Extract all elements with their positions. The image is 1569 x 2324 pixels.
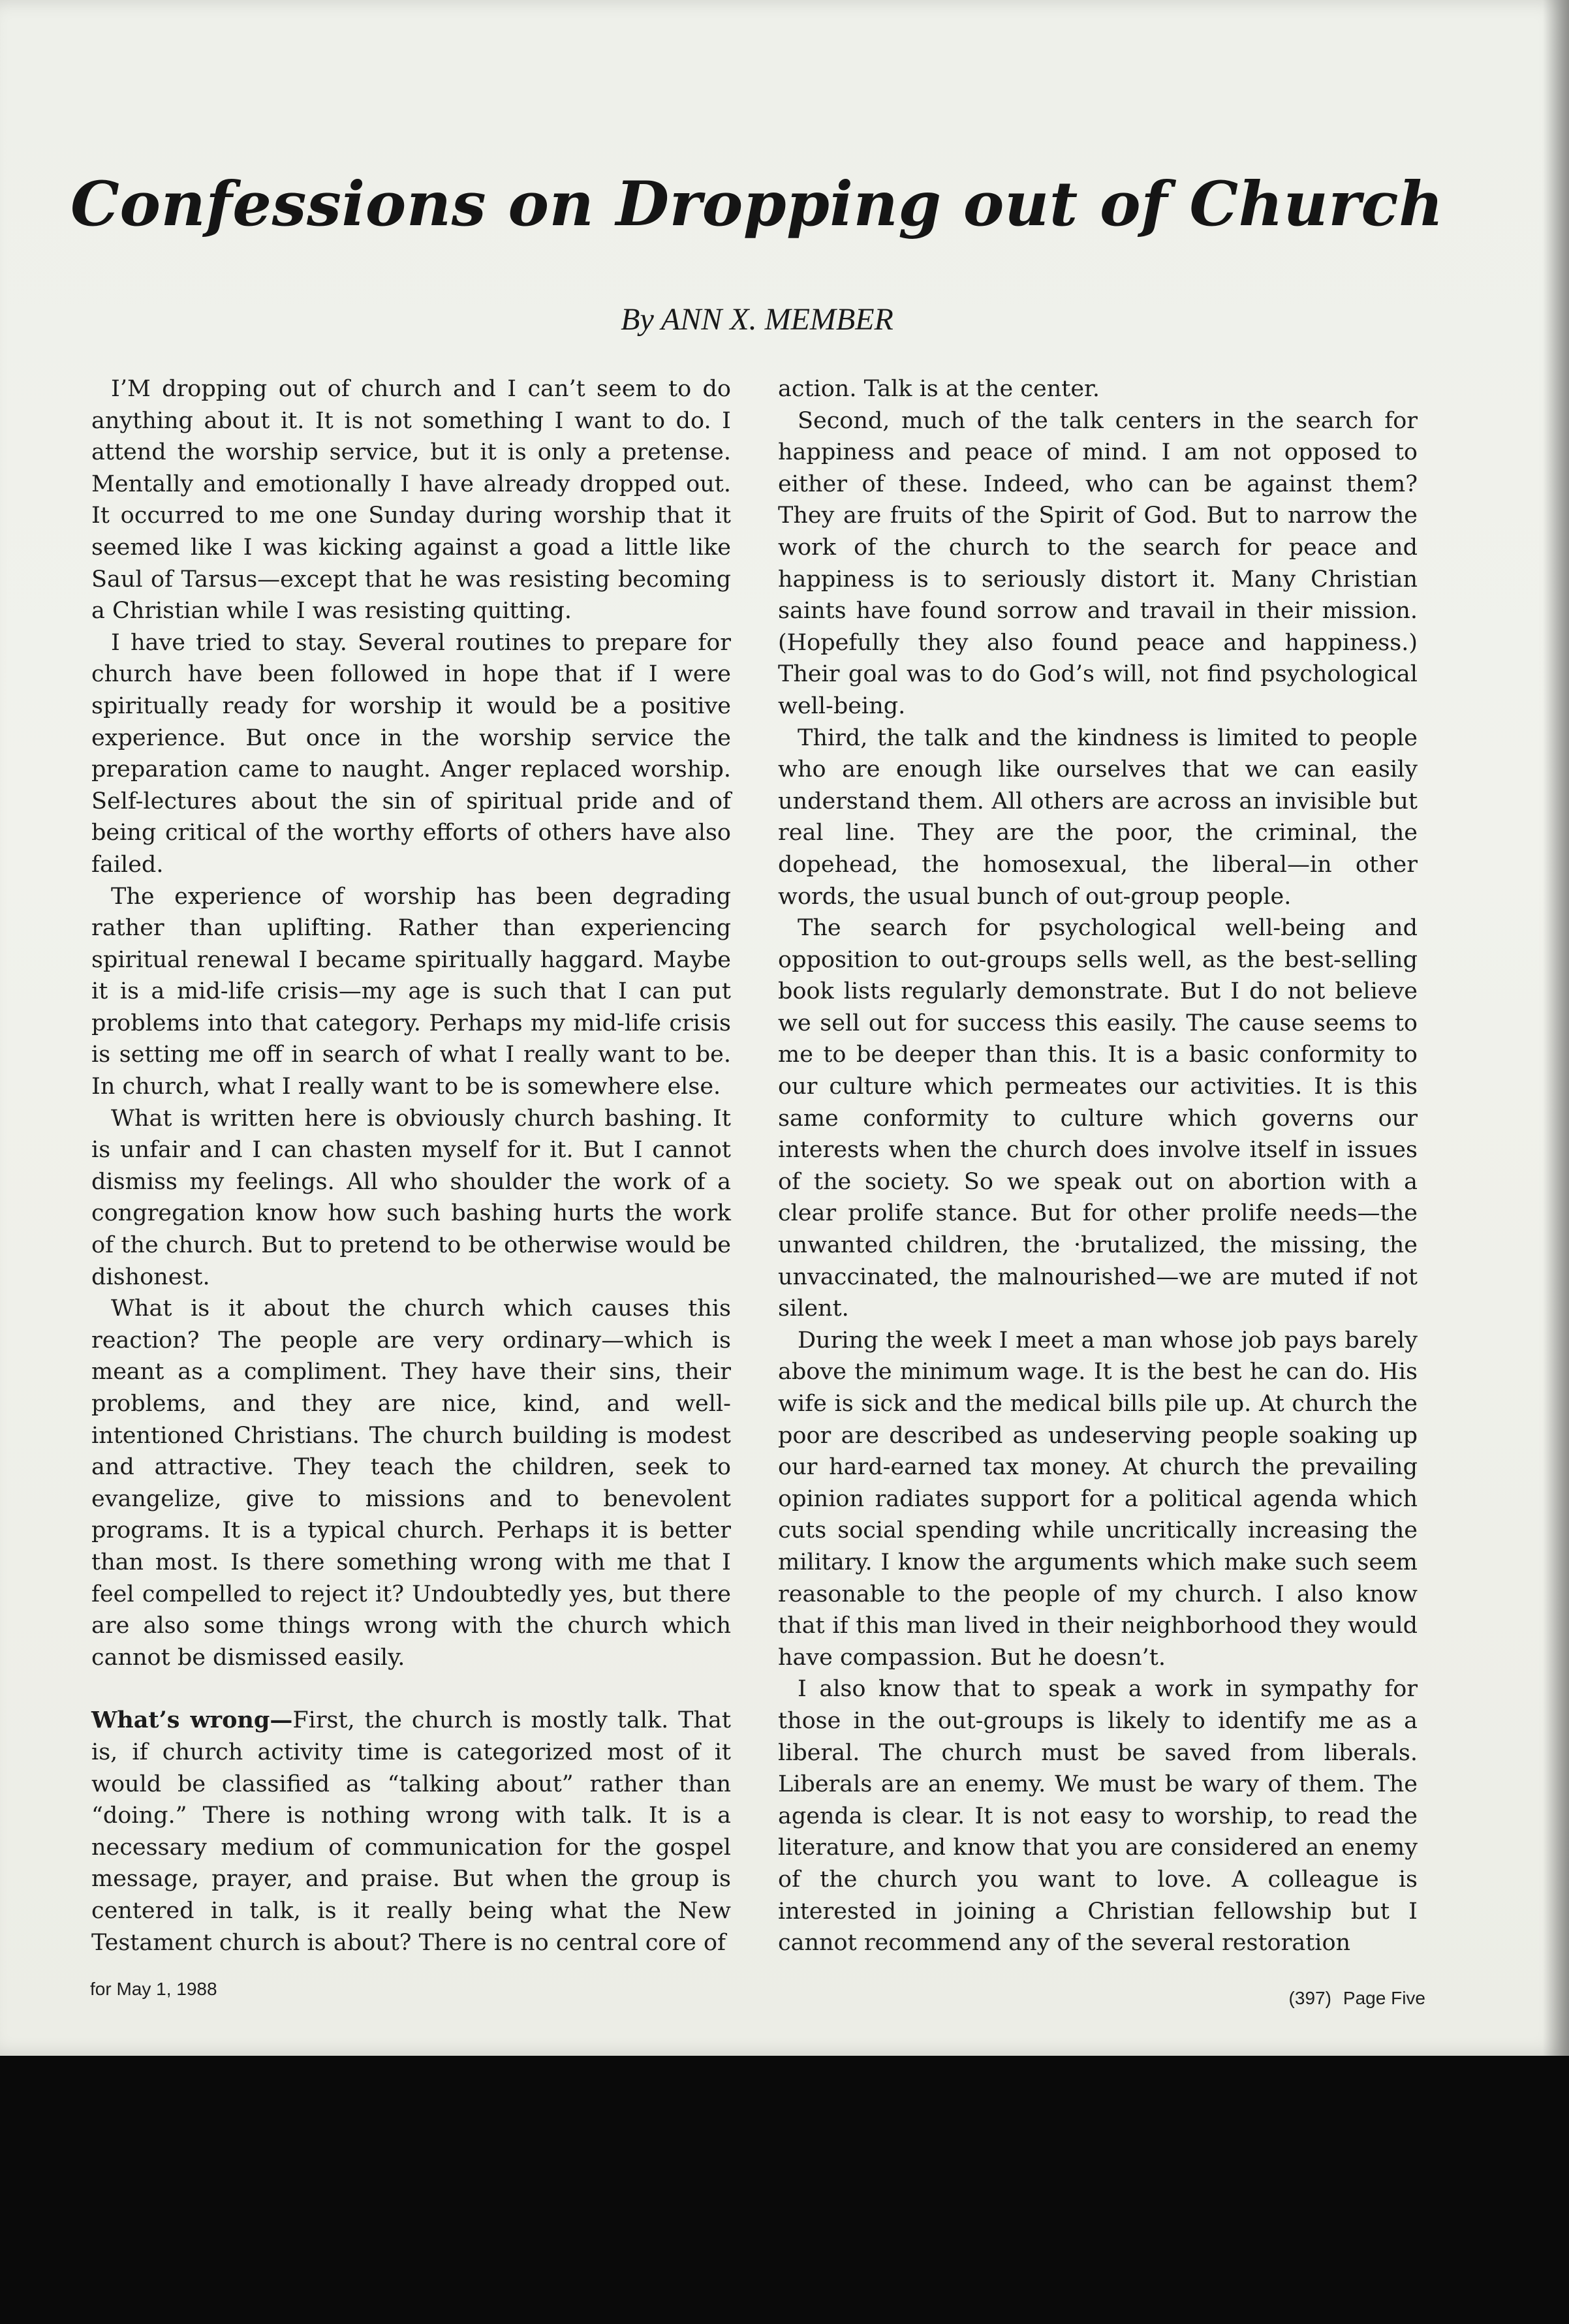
folio-number: (397)	[1288, 1988, 1331, 2008]
page-footer	[1289, 1988, 1425, 2009]
page-label: Page Five	[1343, 1988, 1425, 2008]
article-byline: By ANN X. MEMBER	[621, 302, 893, 337]
paragraph: What is written here is obviously church bashing. It is unfair and I can chasten myself for it. But I cannot dismiss my feelings. All who shoulder the work of a congregation know how such bashing hurts the work of the church. But to pretend to be otherwise would be dishonest.	[91, 1105, 731, 1290]
issue-date: for May 1, 1988	[90, 1979, 217, 1999]
paragraph: Second, much of the talk centers in the search for happiness and peace of mind. I am not opposed to either of these. Indeed, who can be against them? They are fruits of the Spirit of God. But to narrow the work of the church to the search for peace and happiness is to seriously distort it. Many Christian saints have found sorrow and travail in their mission. (Hopefully they also found peace and happiness.) Their goal was to do God’s will, not find psychological well-being.	[778, 407, 1418, 719]
article-title: Confessions on Dropping out of Church	[70, 168, 1444, 240]
paragraph: During the week I meet a man whose job pays barely above the minimum wage. It is the best he can do. His wife is sick and the medical bills pile up. At church the poor are described as undeserving people soaking up our hard-earned tax money. At church the prevailing opinion radiates support for a political agenda which cuts social spending while uncritically increasing the military. I know the arguments which make such seem reasonable to the people of my church. I also know that if this man lived in their neighborhood they would have compassion. But he doesn’t.	[778, 1327, 1418, 1671]
right-column	[778, 373, 1418, 1959]
paragraph-with-subhead	[91, 1705, 731, 1959]
paragraph: The experience of worship has been degrading rather than uplifting. Rather than experiencing spiritual renewal I became spiritually haggard. Maybe it is a mid-life crisis—my age is such that I can put problems into that category. Perhaps my mid-life crisis is setting me off in search of what I really want to be. In church, what I really want to be is somewhere else.	[91, 883, 731, 1100]
left-column	[91, 373, 731, 1959]
paragraph: I also know that to speak a work in sympathy for those in the out-groups is likely to identify me as a liberal. The church must be saved from liberals. Liberals are an enemy. We must be wary of them. The agenda is clear. It is not easy to worship, to read the literature, and know that you are considered an enemy of the church you want to love. A colleague is interested in joining a Christian fellowship but I cannot recommend any of the several restoration	[778, 1676, 1418, 1957]
paragraph: Third, the talk and the kindness is limited to people who are enough like ourselves that we can easily understand them. All others are across an invisible but real line. They are the poor, the criminal, the dopehead, the homosexual, the liberal—in other words, the usual bunch of out-group people.	[778, 724, 1418, 910]
page-edge-shadow	[1543, 0, 1569, 2056]
scan-background	[0, 2056, 1569, 2324]
paragraph: action. Talk is at the center.	[778, 376, 1100, 402]
subhead-run-in: What’s wrong—	[91, 1707, 293, 1734]
paragraph: I have tried to stay. Several routines to prepare for church have been followed in hope that if I were spiritually ready for worship it would be a positive experience. But once in the worship service the preparation came to naught. Anger replaced worship. Self-lectures about the sin of spiritual pride and of being critical of the worthy efforts of others have also failed.	[91, 629, 731, 878]
paragraph: What is it about the church which causes this reaction? The people are very ordinary—which is meant as a compliment. They have their sins, their problems, and they are nice, kind, and well-intentioned Christians. The church building is modest and attractive. They teach the children, seek to evangelize, give to missions and to benevolent programs. It is a typical church. Perhaps it is better than most. Is there something wrong with me that I feel compelled to reject it? Undoubtedly yes, but there are also some things wrong with the church which cannot be dismissed easily.	[91, 1295, 731, 1671]
paragraph: The search for psychological well-being and opposition to out-groups sells well, as the best-selling book lists regularly demonstrate. But I do not believe we sell out for success this easily. The cause seems to me to be deeper than this. It is a basic conformity to our culture which permeates our activities. It is this same conformity to culture which governs our interests when the church does involve itself in issues of the society. So we speak out on abortion with a clear prolife stance. But for other prolife needs—the unwanted children, the ·brutalized, the missing, the unvaccinated, the malnourished—we are muted if not silent.	[778, 915, 1418, 1322]
paragraph: I’M dropping out of church and I can’t seem to do anything about it. It is not something I want to do. I attend the worship service, but it is only a pretense. Mentally and emotionally I have already dropped out. It occurred to me one Sunday during worship that it seemed like I was kicking against a goad a little like Saul of Tarsus—except that he was resisting becoming a Christian while I was resisting quitting.	[91, 376, 731, 625]
paragraph-text: First, the church is mostly talk. That is, if church activity time is categorized most of it would be classified as “talking about” rather than “doing.” There is nothing wrong with talk. It is a necessary medium of communication for the gospel message, prayer, and praise. But when the group is centered in talk, is it really being what the New Testament church is about? There is no central core of	[91, 1707, 731, 1956]
